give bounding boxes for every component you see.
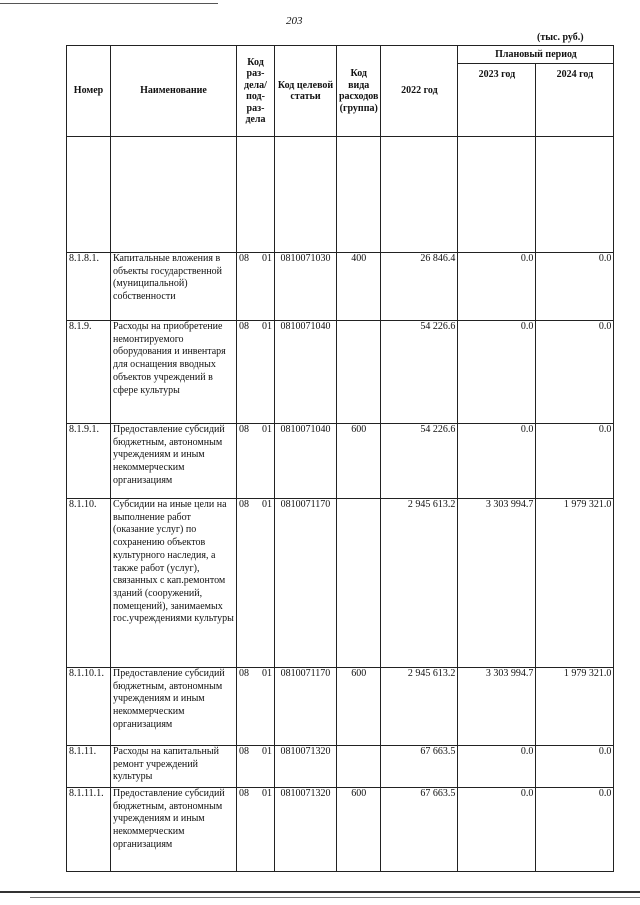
row-name: Капитальные вложения в объекты государственной (муниципальной) собственности bbox=[111, 253, 237, 321]
row-expense-code: 400 bbox=[337, 253, 381, 321]
row-name: Расходы на приобретение немонтируемого оборудования и инвентаря для оснащения вводных объектов учреждений в сфере культуры bbox=[111, 321, 237, 424]
row-2023: 0.0 bbox=[458, 253, 536, 321]
row-section: 08 01 bbox=[237, 499, 275, 668]
row-name: Предоставление субсидий бюджетным, автономным учреждениям и иным некоммерческим организациям bbox=[111, 788, 237, 872]
row-section: 08 01 bbox=[237, 788, 275, 872]
row-section: 08 01 bbox=[237, 746, 275, 788]
row-section: 08 01 bbox=[237, 424, 275, 499]
row-section: 08 01 bbox=[237, 668, 275, 746]
row-number: 8.1.9.1. bbox=[67, 424, 111, 499]
header-2022: 2022 год bbox=[381, 46, 458, 137]
header-section: Код раз-дела/ под-раз-дела bbox=[237, 46, 275, 137]
top-rule bbox=[0, 3, 218, 4]
row-name: Предоставление субсидий бюджетным, автономным учреждениям и иным некоммерческим организациям bbox=[111, 424, 237, 499]
budget-table bbox=[66, 45, 614, 872]
row-2024: 0.0 bbox=[536, 424, 614, 499]
row-expense-code bbox=[337, 499, 381, 668]
row-section: 08 01 bbox=[237, 253, 275, 321]
row-target-code: 0810071040 bbox=[275, 424, 337, 499]
row-target-code: 0810071320 bbox=[275, 788, 337, 872]
row-name: Предоставление субсидий бюджетным, автономным учреждениям и иным некоммерческим организациям bbox=[111, 668, 237, 746]
header-number: Номер bbox=[67, 46, 111, 137]
row-2023: 0.0 bbox=[458, 746, 536, 788]
row-2024: 0.0 bbox=[536, 253, 614, 321]
header-planned-period: Плановый период bbox=[458, 46, 614, 64]
row-expense-code: 600 bbox=[337, 788, 381, 872]
header-target: Код целевой статьи bbox=[275, 46, 337, 137]
row-name: Расходы на капитальный ремонт учреждений культуры bbox=[111, 746, 237, 788]
table-row bbox=[67, 253, 614, 321]
row-2024: 1 979 321.0 bbox=[536, 668, 614, 746]
row-number: 8.1.10.1. bbox=[67, 668, 111, 746]
row-2022: 26 846.4 bbox=[381, 253, 458, 321]
empty-spacer-row bbox=[67, 137, 614, 253]
header-2024: 2024 год bbox=[536, 64, 614, 137]
row-expense-code bbox=[337, 746, 381, 788]
row-2023: 3 303 994.7 bbox=[458, 499, 536, 668]
row-target-code: 0810071170 bbox=[275, 499, 337, 668]
row-name: Субсидии на иные цели на выполнение работ (оказание услуг) по сохранению объектов культурного наследия, а также работ (услуг), связанных с кап.ремонтом зданий (сооружений, помещений), занимаемых гос.учреждениями культуры bbox=[111, 499, 237, 668]
row-2024: 0.0 bbox=[536, 321, 614, 424]
row-2022: 2 945 613.2 bbox=[381, 499, 458, 668]
row-2022: 54 226.6 bbox=[381, 321, 458, 424]
row-number: 8.1.11. bbox=[67, 746, 111, 788]
row-2022: 54 226.6 bbox=[381, 424, 458, 499]
row-2024: 0.0 bbox=[536, 746, 614, 788]
header-name: Наименование bbox=[111, 46, 237, 137]
row-expense-code: 600 bbox=[337, 668, 381, 746]
row-number: 8.1.8.1. bbox=[67, 253, 111, 321]
table-row bbox=[67, 321, 614, 424]
header-2023: 2023 год bbox=[458, 64, 536, 137]
row-2023: 0.0 bbox=[458, 321, 536, 424]
unit-label: (тыс. руб.) bbox=[537, 32, 584, 43]
row-2022: 67 663.5 bbox=[381, 746, 458, 788]
row-number: 8.1.11.1. bbox=[67, 788, 111, 872]
row-expense-code: 600 bbox=[337, 424, 381, 499]
table-row bbox=[67, 668, 614, 746]
table-row bbox=[67, 746, 614, 788]
table-row bbox=[67, 788, 614, 872]
bottom-rule bbox=[0, 891, 640, 893]
table-row bbox=[67, 424, 614, 499]
row-target-code: 0810071040 bbox=[275, 321, 337, 424]
row-section: 08 01 bbox=[237, 321, 275, 424]
row-target-code: 0810071170 bbox=[275, 668, 337, 746]
bottom-rule-secondary bbox=[30, 897, 640, 898]
row-number: 8.1.9. bbox=[67, 321, 111, 424]
row-target-code: 0810071030 bbox=[275, 253, 337, 321]
row-2023: 0.0 bbox=[458, 788, 536, 872]
row-target-code: 0810071320 bbox=[275, 746, 337, 788]
row-number: 8.1.10. bbox=[67, 499, 111, 668]
row-2022: 67 663.5 bbox=[381, 788, 458, 872]
row-2022: 2 945 613.2 bbox=[381, 668, 458, 746]
row-2023: 3 303 994.7 bbox=[458, 668, 536, 746]
page-number: 203 bbox=[286, 15, 303, 27]
row-expense-code bbox=[337, 321, 381, 424]
row-2024: 0.0 bbox=[536, 788, 614, 872]
row-2023: 0.0 bbox=[458, 424, 536, 499]
header-expense: Код вида расходов (группа) bbox=[337, 46, 381, 137]
row-2024: 1 979 321.0 bbox=[536, 499, 614, 668]
table-row bbox=[67, 499, 614, 668]
